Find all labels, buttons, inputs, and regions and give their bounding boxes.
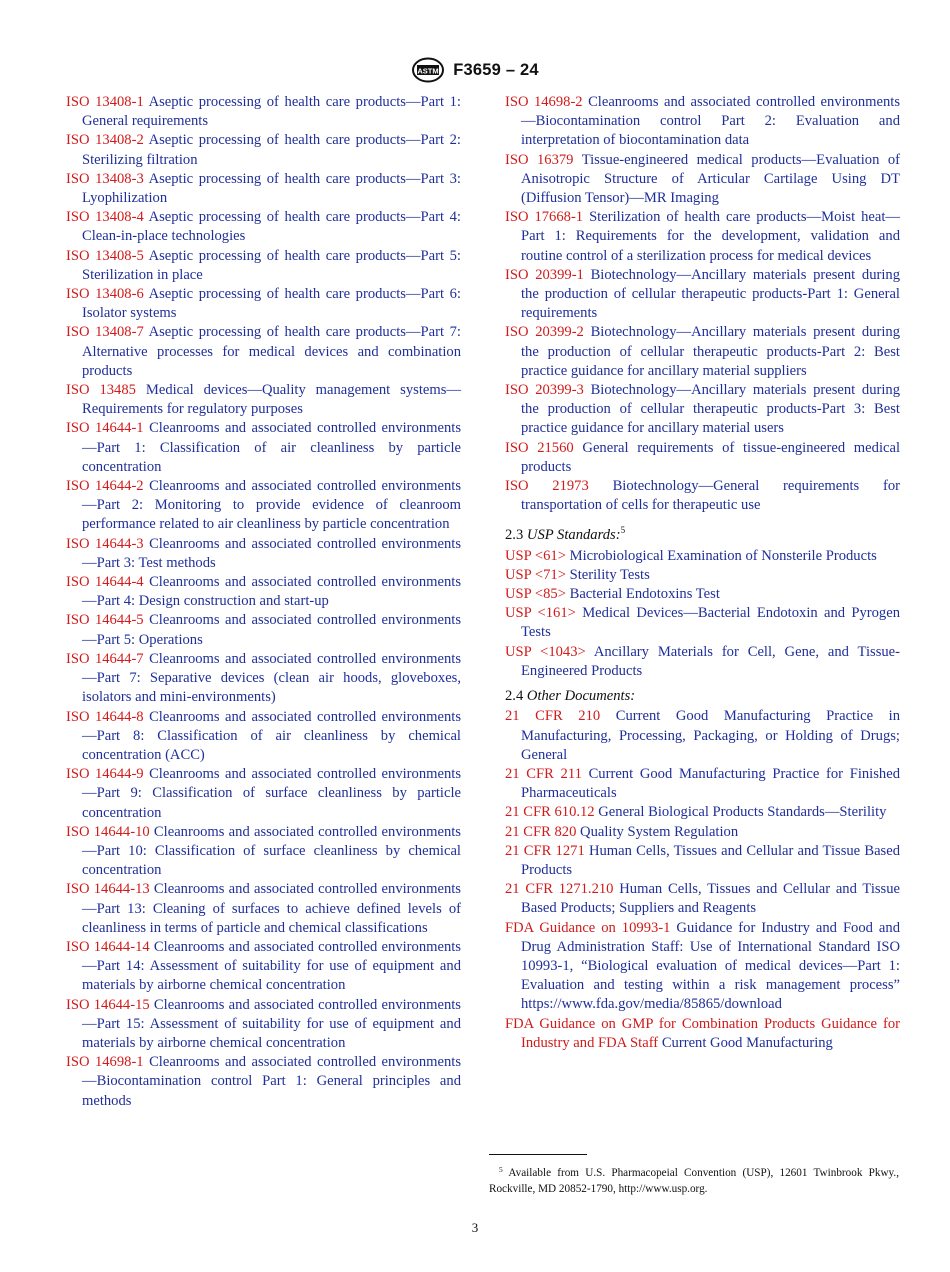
reference-title[interactable]: Human Cells, Tissues and Cellular and Tissue Based Products [521,842,900,878]
other-reference-list [505,707,900,1053]
reference-item [66,823,461,881]
reference-code[interactable]: USP <1043> [505,643,586,660]
reference-item [66,765,461,823]
reference-item [505,765,900,803]
reference-title[interactable]: Aseptic processing of health care products—Part 7: Alternative processes for medical devices and combination products [82,324,461,379]
reference-title[interactable]: Cleanrooms and associated controlled environments—Biocontamination control Part 1: General principles and methods [82,1054,461,1109]
reference-title[interactable]: Aseptic processing of health care products—Part 6: Isolator systems [82,286,461,322]
reference-title[interactable]: Cleanrooms and associated controlled environments—Part 10: Classification of surface cleanliness by chemical concentration [82,823,461,879]
reference-item [66,938,461,996]
reference-title[interactable]: Cleanrooms and associated controlled environments—Part 5: Operations [82,612,461,648]
footnote [489,1162,899,1197]
footnote-rule [489,1154,587,1155]
reference-title[interactable]: Guidance for Industry and Food and Drug Administration Staff: Use of International Standard ISO 10993-1, “Biological evaluation of medical devices—Part 1: Evaluation and testing within a risk management process” https://www.fda.gov/media/85865/download [521,919,900,1013]
reference-title[interactable]: Current Good Manufacturing [661,1034,833,1051]
page-header [0,56,950,84]
reference-item [505,842,900,880]
reference-code[interactable]: FDA Guidance on 10993-1 [505,919,671,936]
reference-item [66,477,461,535]
reference-code[interactable]: ISO 21973 [505,478,589,495]
right-column [505,93,900,1053]
reference-code[interactable]: ISO 14644-4 [66,574,144,591]
reference-item [505,585,900,604]
reference-code[interactable]: ISO 14644-3 [66,535,144,552]
reference-item [66,1053,461,1111]
reference-item [66,93,461,131]
reference-item [66,247,461,285]
reference-item [66,131,461,169]
reference-title[interactable]: Cleanrooms and associated controlled environments—Part 2: Monitoring to provide evidence of cleanroom performance related to air cleanliness by particle concentration [82,478,461,533]
reference-code[interactable]: ISO 14644-9 [66,766,144,783]
page-number: 3 [471,1220,479,1235]
reference-item [505,266,900,324]
left-reference-list [66,93,461,1111]
reference-item [66,208,461,246]
reference-item [505,477,900,515]
reference-title[interactable]: Cleanrooms and associated controlled environments—Part 4: Design construction and start-up [82,574,461,610]
reference-item [66,535,461,573]
reference-item [66,996,461,1054]
reference-item [505,643,900,681]
reference-code[interactable]: ISO 14644-2 [66,478,144,495]
left-column [66,93,461,1111]
reference-code[interactable]: ISO 14644-15 [66,996,150,1013]
other-section-heading [505,687,900,706]
reference-item [66,285,461,323]
reference-code[interactable]: 21 CFR 1271 [505,842,585,859]
reference-item [505,381,900,439]
reference-title[interactable]: Human Cells, Tissues and Cellular and Tissue Based Products; Suppliers and Reagents [521,881,901,917]
reference-title[interactable]: Cleanrooms and associated controlled environments—Part 3: Test methods [82,535,461,571]
reference-item [505,208,900,266]
reference-title[interactable]: Aseptic processing of health care products—Part 4: Clean-in-place technologies [82,209,461,245]
reference-item [66,611,461,649]
reference-code[interactable]: ISO 13408-7 [66,324,144,341]
reference-code[interactable]: ISO 13408-6 [66,286,144,303]
reference-title[interactable]: Cleanrooms and associated controlled environments—Part 1: Classification of air cleanliness by particle concentration [82,420,461,475]
reference-title[interactable]: Medical devices—Quality management systems—Requirements for regulatory purposes [82,382,461,418]
reference-item [505,323,900,381]
reference-item [66,419,461,477]
reference-code[interactable]: ISO 13485 [66,382,136,399]
reference-title[interactable]: Quality System Regulation [580,823,739,840]
reference-item [66,573,461,611]
reference-code[interactable]: ISO 20399-1 [505,266,584,283]
reference-code[interactable]: 21 CFR 210 [505,708,601,725]
reference-title[interactable]: Cleanrooms and associated controlled environments—Part 8: Classification of air cleanliness by chemical concentration (ACC) [82,708,461,763]
reference-title[interactable]: Sterilization of health care products—Moist heat—Part 1: Requirements for the development, validation and routine control of a sterilization process for medical devices [521,209,901,264]
reference-code[interactable]: ISO 14698-2 [505,94,583,110]
reference-code[interactable]: USP <85> [505,586,566,603]
reference-item [66,708,461,766]
other-section-number: 2.4 [505,688,524,705]
reference-item [505,803,900,822]
usp-footnote-mark: 5 [620,525,626,536]
standard-designation: F3659 – 24 [453,60,539,79]
reference-title[interactable]: Aseptic processing of health care products—Part 3: Lyophilization [82,170,461,207]
reference-item [505,1015,900,1053]
footnote-text: Available from U.S. Pharmacopeial Convention (USP), 12601 Twinbrook Pkwy., Rockville, MD 20852-1790, http://www.usp.org. [489,1167,900,1195]
reference-item [66,650,461,708]
other-section-title: Other Documents: [526,688,636,705]
reference-code[interactable]: ISO 14644-7 [66,650,144,667]
reference-item [66,323,461,381]
reference-code[interactable]: FDA Guidance on GMP for Combination Products Guidance for Industry and FDA Staff [505,1015,900,1051]
reference-title[interactable]: Cleanrooms and associated controlled environments—Biocontamination control Part 2: Evaluation and interpretation of biocontamination data [521,94,900,149]
reference-title[interactable]: Tissue-engineered medical products—Evaluation of Anisotropic Structure of Articular Cartilage Using DT (Diffusion Tensor)—MR Imaging [521,151,901,207]
reference-code[interactable]: ISO 17668-1 [505,209,584,226]
reference-code[interactable]: USP <161> [505,605,576,622]
reference-code[interactable]: ISO 14644-10 [66,823,150,840]
reference-title[interactable]: General Biological Products Standards—Sterility [598,804,887,821]
reference-title[interactable]: Microbiological Examination of Nonsterile Products [569,547,877,564]
footnote-mark: 5 [499,1165,503,1174]
reference-title[interactable]: Biotechnology—Ancillary materials present during the production of cellular therapeutic products-Part 3: Best practice guidance for ancillary material users [521,382,901,437]
reference-title[interactable]: Cleanrooms and associated controlled environments—Part 14: Assessment of suitability for use of equipment and materials by airborne chemical concentration [82,938,461,994]
reference-title[interactable]: Cleanrooms and associated controlled environments—Part 15: Assessment of suitability for use of equipment and materials by airborne chemical concentration [82,996,461,1051]
astm-logo-icon [411,57,445,83]
reference-code[interactable]: 21 CFR 610.12 [505,804,595,821]
usp-section-number: 2.3 [505,527,524,544]
reference-item [66,170,461,208]
reference-code[interactable]: 21 CFR 1271.210 [505,881,614,898]
reference-item [505,547,900,566]
reference-item [66,880,461,938]
right-reference-list [505,93,900,515]
reference-title[interactable]: Aseptic processing of health care products—Part 5: Sterilization in place [82,247,461,283]
reference-title[interactable]: Cleanrooms and associated controlled environments—Part 7: Separative devices (clean air hoods, gloveboxes, isolators and mini-environments) [82,650,461,706]
reference-code[interactable]: ISO 14698-1 [66,1054,144,1071]
reference-item [66,381,461,419]
reference-code[interactable]: ISO 20399-2 [505,324,584,341]
reference-item [505,707,900,765]
reference-code[interactable]: ISO 13408-2 [66,132,144,149]
astm-logo-text: ASTM [417,66,439,76]
reference-code[interactable]: USP <71> [505,566,566,583]
reference-item [505,439,900,477]
reference-code[interactable]: ISO 13408-1 [66,94,144,110]
reference-title[interactable]: Current Good Manufacturing Practice for Finished Pharmaceuticals [521,765,900,802]
reference-title[interactable]: General requirements of tissue-engineered medical products [521,439,901,475]
reference-title[interactable]: Aseptic processing of health care products—Part 1: General requirements [82,94,461,130]
reference-title[interactable]: Medical Devices—Bacterial Endotoxin and Pyrogen Tests [521,605,900,641]
reference-title[interactable]: Bacterial Endotoxins Test [569,586,720,603]
reference-item [505,880,900,918]
reference-code[interactable]: USP <61> [505,547,566,564]
reference-code[interactable]: ISO 13408-3 [66,170,144,187]
reference-item [505,919,900,1015]
reference-item [505,151,900,209]
reference-code[interactable]: ISO 16379 [505,151,574,168]
usp-section-heading [505,521,900,545]
usp-reference-list [505,547,900,681]
reference-code[interactable]: ISO 14644-1 [66,420,144,437]
reference-item [505,823,900,842]
reference-title[interactable]: Sterility Tests [569,566,650,583]
reference-code[interactable]: ISO 20399-3 [505,382,584,399]
reference-title[interactable]: Biotechnology—Ancillary materials present during the production of cellular therapeutic products-Part 1: General requirements [521,266,901,322]
reference-title[interactable]: Cleanrooms and associated controlled environments—Part 9: Classification of surface cleanliness by particle concentration [82,766,461,821]
reference-title[interactable]: Current Good Manufacturing Practice in Manufacturing, Processing, Packaging, or Holding of Drugs; General [521,708,901,763]
reference-code[interactable]: ISO 14644-5 [66,612,144,629]
reference-item [505,566,900,585]
reference-code[interactable]: 21 CFR 211 [505,765,582,782]
reference-code[interactable]: ISO 14644-13 [66,881,150,898]
reference-code[interactable]: ISO 13408-5 [66,247,144,264]
reference-title[interactable]: Ancillary Materials for Cell, Gene, and Tissue-Engineered Products [521,643,901,679]
reference-title[interactable]: Biotechnology—General requirements for transportation of cells for therapeutic use [521,478,901,514]
reference-code[interactable]: ISO 13408-4 [66,209,144,226]
reference-item [505,604,900,642]
usp-section-title: USP Standards: [526,527,621,544]
reference-code[interactable]: 21 CFR 820 [505,823,577,840]
reference-code[interactable]: ISO 14644-8 [66,708,144,725]
reference-title[interactable]: Biotechnology—Ancillary materials present during the production of cellular therapeutic products-Part 2: Best practice guidance for ancillary material suppliers [521,324,901,379]
reference-item [505,93,900,151]
reference-title[interactable]: Cleanrooms and associated controlled environments—Part 13: Cleaning of surfaces to achieve defined levels of cleanliness in terms of particle and chemical classifications [82,881,461,936]
reference-code[interactable]: ISO 21560 [505,439,574,456]
reference-code[interactable]: ISO 14644-14 [66,938,150,955]
reference-title[interactable]: Aseptic processing of health care products—Part 2: Sterilizing filtration [82,132,461,168]
